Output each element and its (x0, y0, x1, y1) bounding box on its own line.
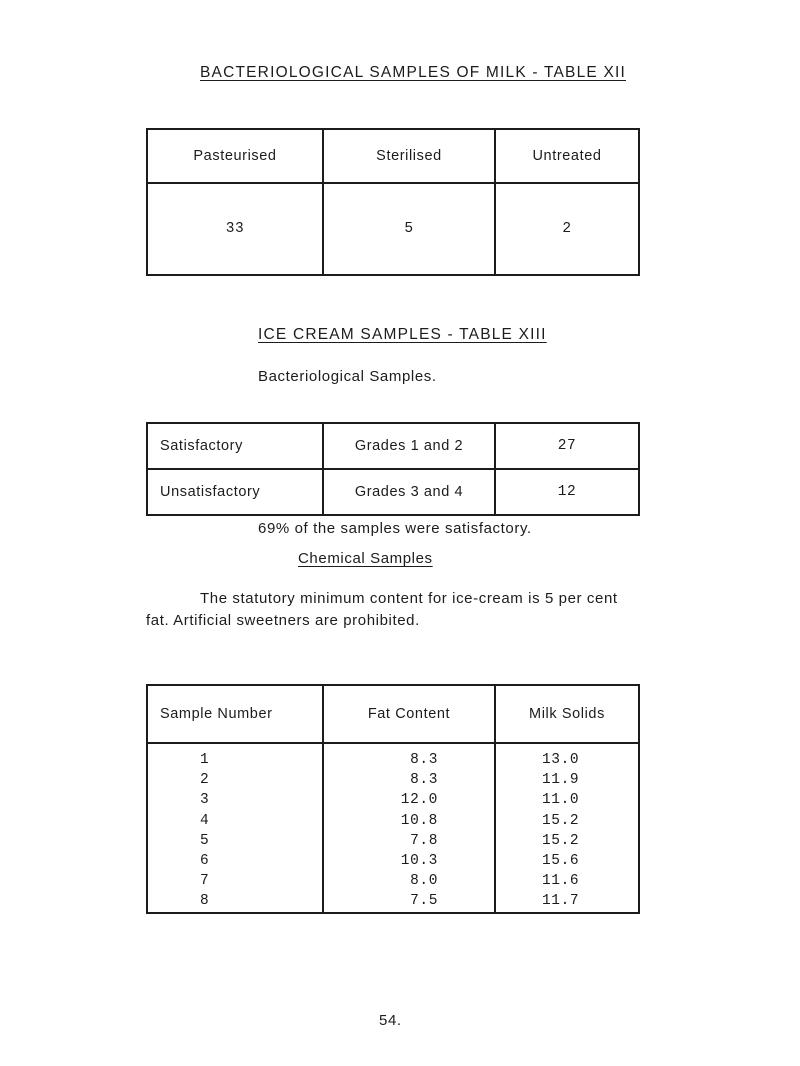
list-item: 2 (200, 772, 210, 789)
list-item: 11.0 (542, 792, 580, 809)
list-item: 8 (200, 893, 210, 910)
grades-cell: Grades 3 and 4 (323, 469, 495, 515)
milk-samples-table (146, 128, 640, 276)
ice-cream-samples-table (146, 422, 640, 516)
count-cell: 12 (495, 469, 639, 515)
list-item: 8.3 (410, 772, 438, 789)
list-item: 10.3 (400, 852, 438, 869)
count-cell: 27 (495, 423, 639, 469)
header-untreated: Untreated (495, 129, 639, 183)
value-sterilised: 5 (323, 183, 495, 275)
table-header-row (147, 685, 639, 743)
list-item: 10.8 (400, 812, 438, 829)
list-item: 8.3 (410, 752, 438, 768)
list-item: 1 (200, 752, 210, 768)
value-pasteurised: 33 (147, 183, 323, 275)
list-item: 11.7 (542, 893, 580, 910)
page-number: 54. (379, 1012, 402, 1029)
header-sample-number: Sample Number (147, 685, 323, 743)
list-item: 13.0 (542, 752, 580, 768)
list-item: 12.0 (400, 792, 438, 809)
list-item: 6 (200, 852, 210, 869)
header-sterilised: Sterilised (323, 129, 495, 183)
table-body-row (147, 743, 639, 913)
list-item: 11.9 (542, 772, 580, 789)
grades-cell: Grades 1 and 2 (323, 423, 495, 469)
list-item: 11.6 (542, 873, 580, 890)
list-item: 7.8 (410, 832, 438, 849)
list-item: 15.2 (542, 832, 580, 849)
milk-table-title: BACTERIOLOGICAL SAMPLES OF MILK - TABLE XII (200, 64, 626, 81)
header-fat-content: Fat Content (323, 685, 495, 743)
sample-number-column (147, 743, 323, 913)
chemical-samples-table (146, 684, 640, 914)
table-row (147, 423, 639, 469)
header-pasteurised: Pasteurised (147, 129, 323, 183)
bacteriological-subtitle: Bacteriological Samples. (258, 368, 437, 385)
status-cell: Unsatisfactory (147, 469, 323, 515)
statutory-paragraph-line-2: fat. Artificial sweetners are prohibited. (146, 612, 420, 629)
table-row (147, 183, 639, 275)
milk-solids-column (495, 743, 639, 913)
list-item: 15.6 (542, 852, 580, 869)
list-item: 3 (200, 792, 210, 809)
list-item: 15.2 (542, 812, 580, 829)
table-header-row (147, 129, 639, 183)
list-item: 4 (200, 812, 210, 829)
status-cell: Satisfactory (147, 423, 323, 469)
fat-content-column (323, 743, 495, 913)
chemical-samples-heading: Chemical Samples (298, 550, 433, 567)
list-item: 8.0 (410, 873, 438, 890)
value-untreated: 2 (495, 183, 639, 275)
satisfactory-note: 69% of the samples were satisfactory. (258, 520, 532, 537)
list-item: 5 (200, 832, 210, 849)
list-item: 7.5 (410, 893, 438, 910)
ice-cream-table-title: ICE CREAM SAMPLES - TABLE XIII (258, 326, 547, 343)
statutory-paragraph-line-1: The statutory minimum content for ice-cream is 5 per cent (200, 590, 618, 607)
header-milk-solids: Milk Solids (495, 685, 639, 743)
table-row (147, 469, 639, 515)
list-item: 7 (200, 873, 210, 890)
